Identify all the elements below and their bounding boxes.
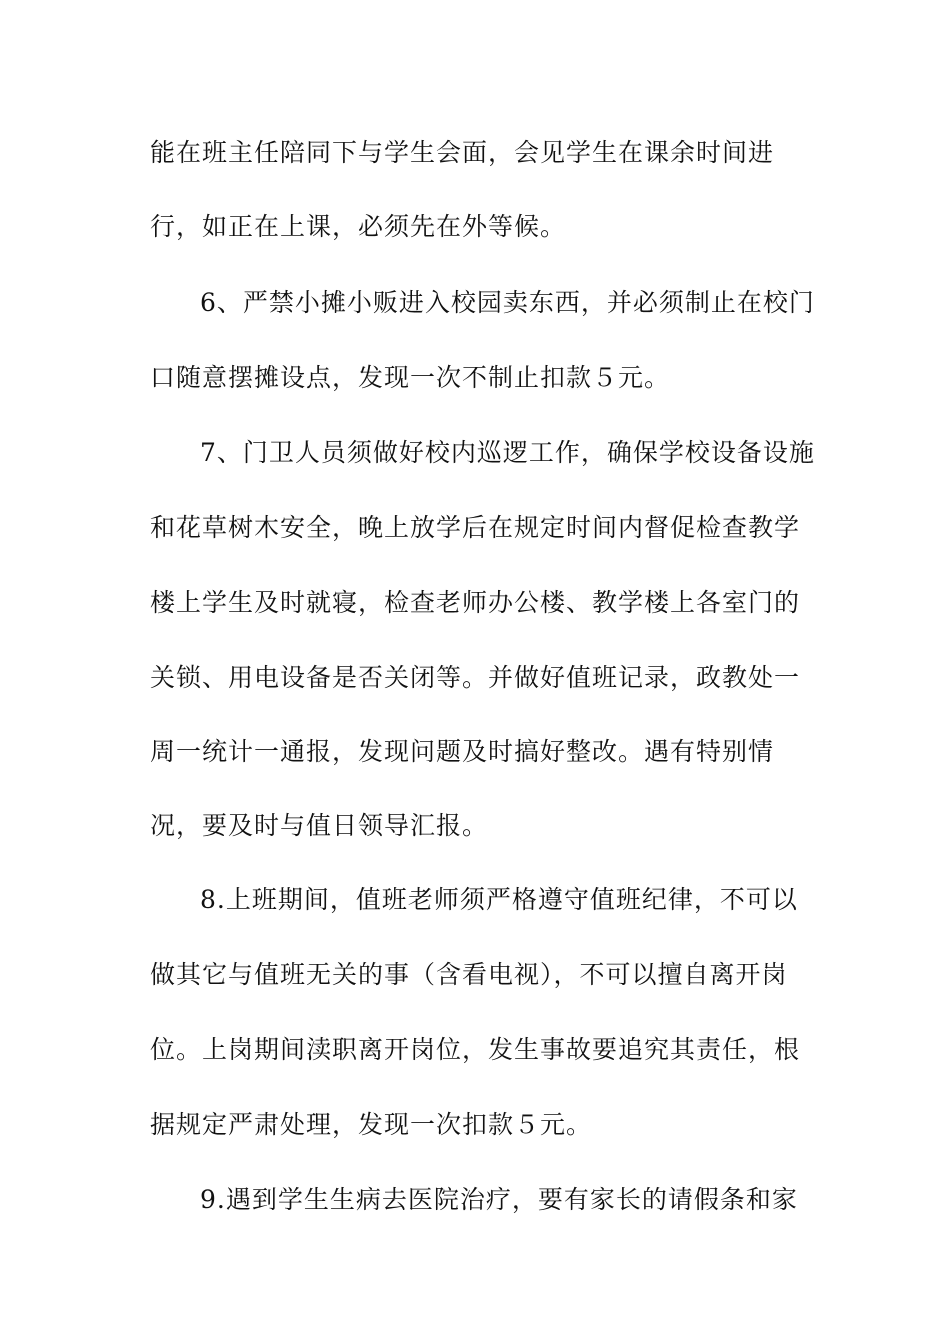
text-line: 6、严禁小摊小贩进入校园卖东西，并必须制止在校门 — [200, 288, 815, 317]
text-line: 据规定严肃处理，发现一次扣款５元。 — [150, 1110, 593, 1139]
text-line: 行，如正在上课，必须先在外等候。 — [150, 212, 567, 241]
text-line: 关锁、用电设备是否关闭等。并做好值班记录，政教处一 — [150, 663, 801, 692]
text-line: 做其它与值班无关的事（含看电视），不可以擅自离开岗 — [150, 960, 788, 989]
text-line: 8.上班期间，值班老师须严格遵守值班纪律，不可以 — [200, 885, 798, 914]
text-line: 楼上学生及时就寝，检查老师办公楼、教学楼上各室门的 — [150, 588, 801, 617]
text-line: 位。上岗期间渎职离开岗位，发生事故要追究其责任，根 — [150, 1035, 801, 1064]
text-line: 口随意摆摊设点，发现一次不制止扣款５元。 — [150, 363, 671, 392]
text-line: 9.遇到学生生病去医院治疗，要有家长的请假条和家 — [200, 1185, 798, 1214]
text-line: 能在班主任陪同下与学生会面，会见学生在课余时间进 — [150, 138, 775, 167]
text-line: 7、门卫人员须做好校内巡逻工作，确保学校设备设施 — [200, 438, 815, 467]
text-line: 周一统计一通报，发现问题及时搞好整改。遇有特别情 — [150, 737, 775, 766]
text-line: 况，要及时与值日领导汇报。 — [150, 811, 489, 840]
text-line: 和花草树木安全，晚上放学后在规定时间内督促检查教学 — [150, 513, 801, 542]
